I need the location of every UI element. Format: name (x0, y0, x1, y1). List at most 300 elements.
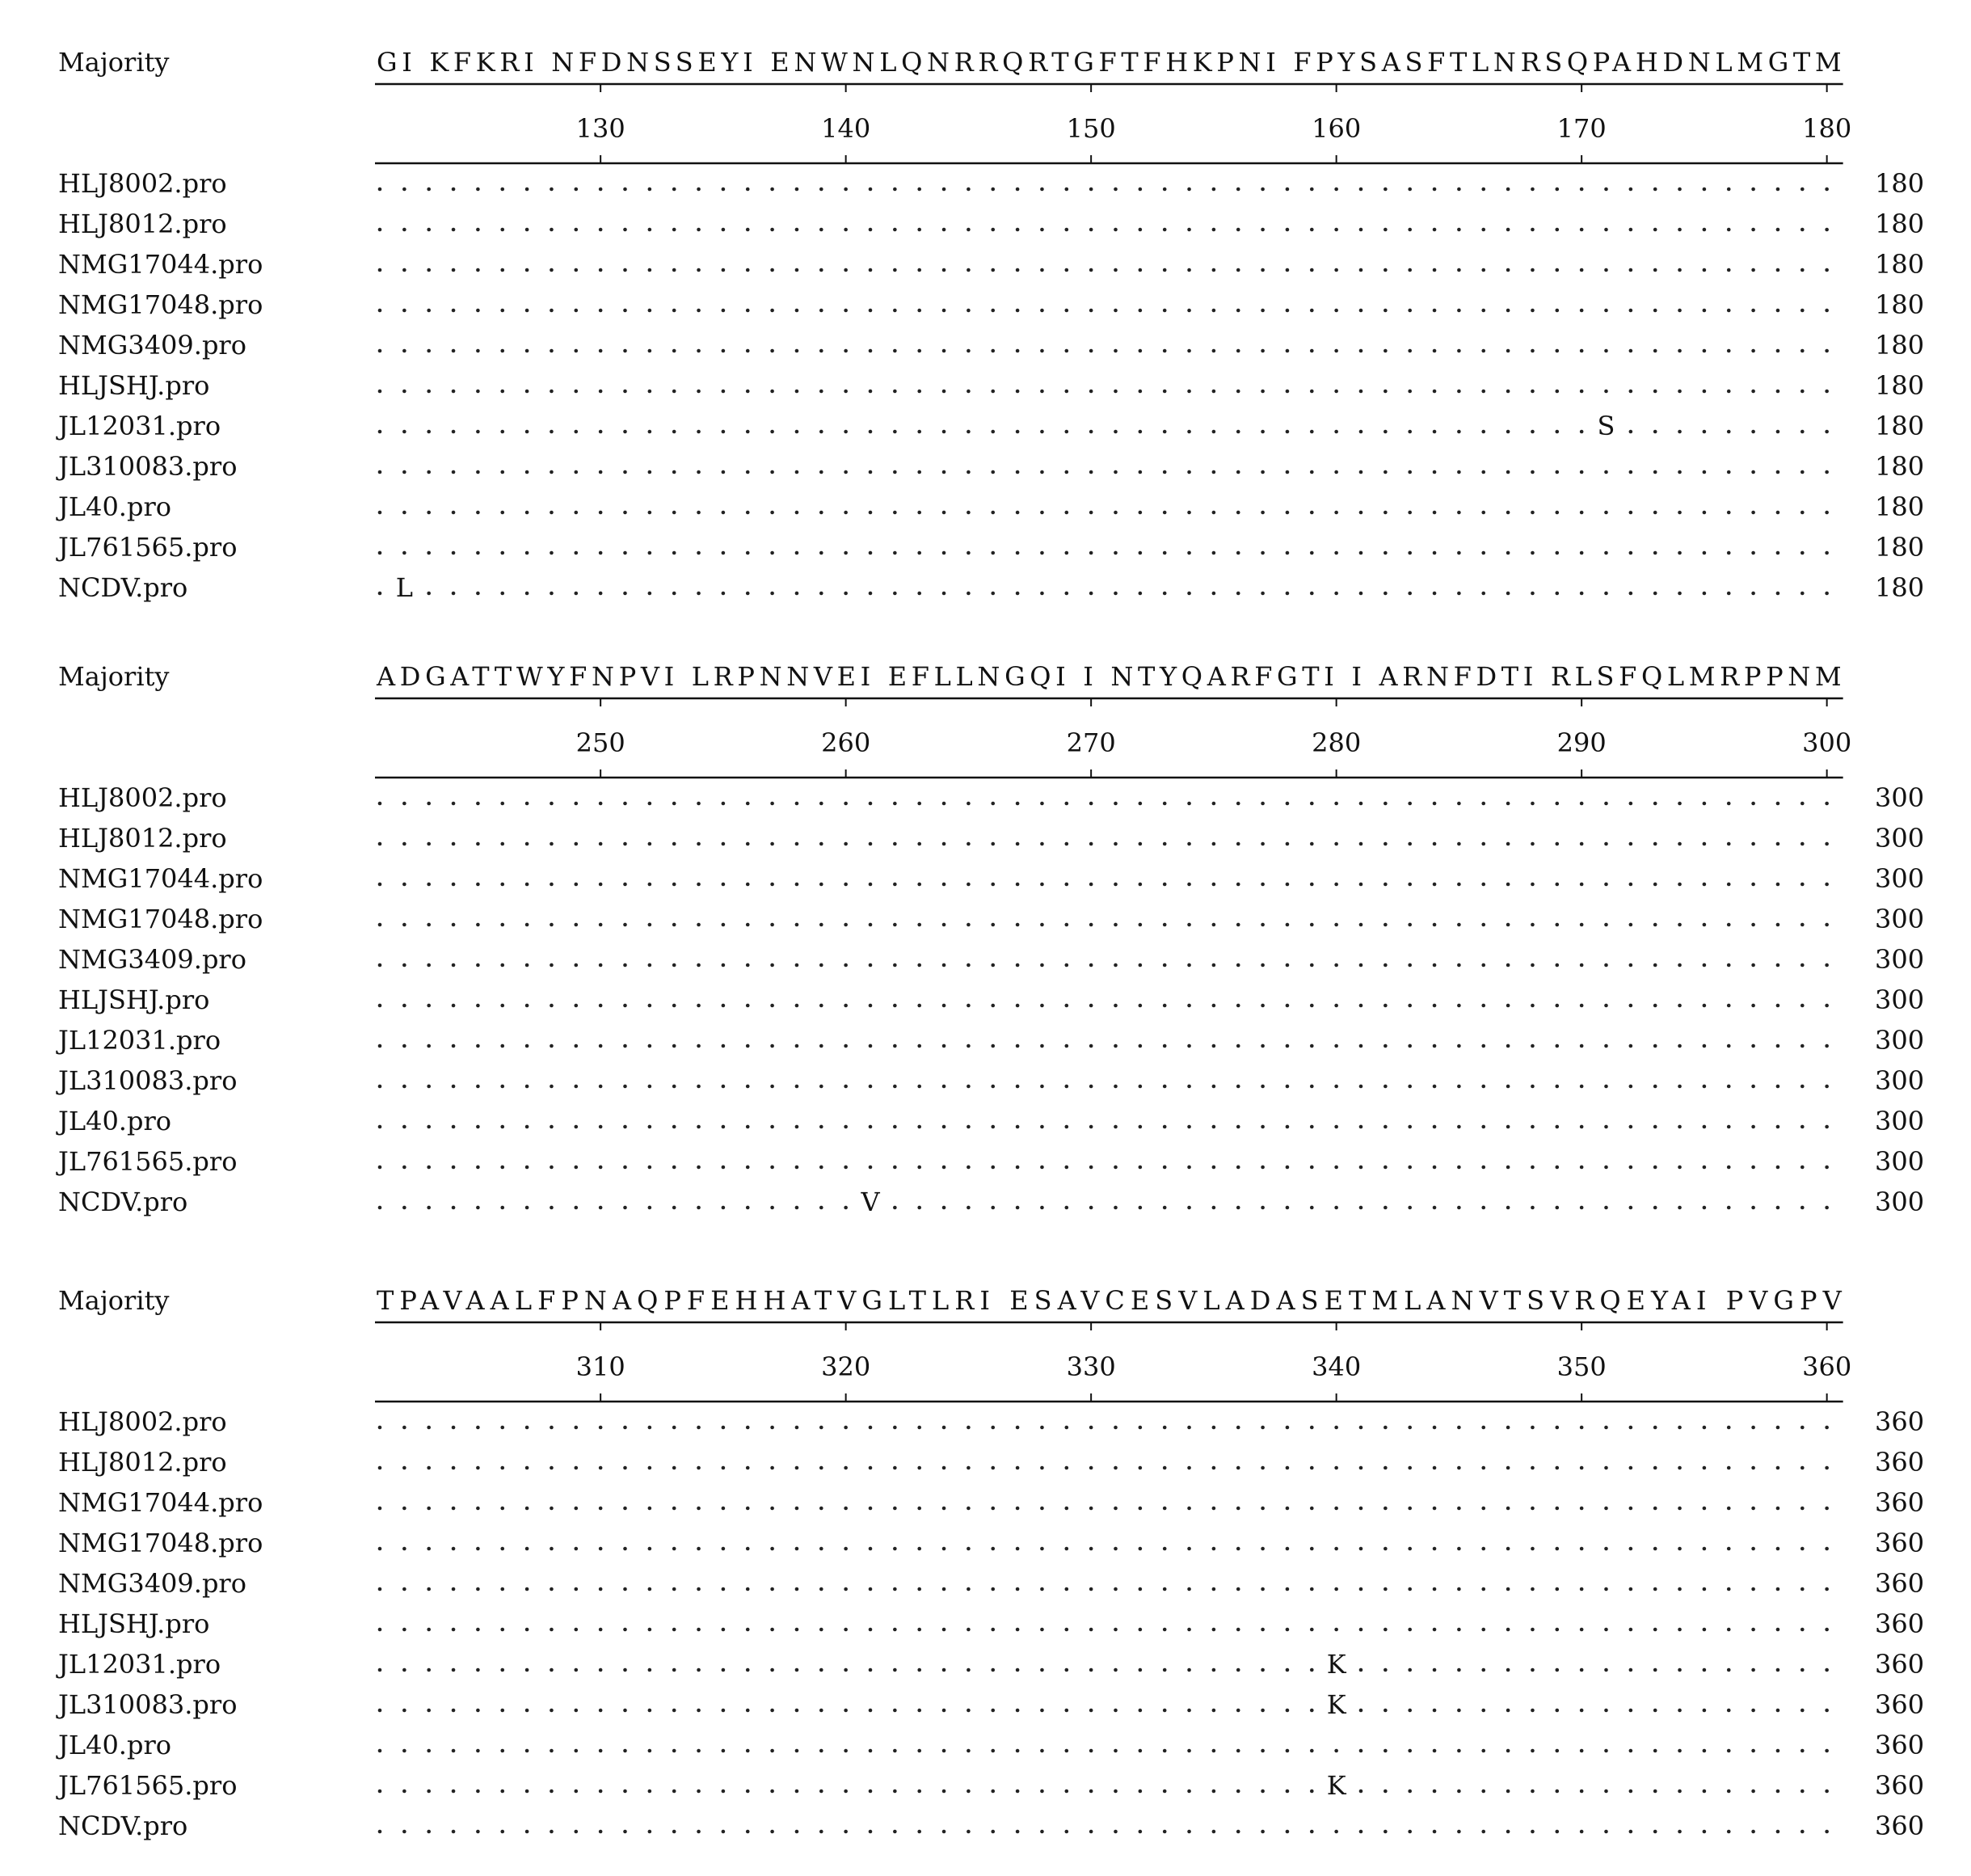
identity-dot (452, 883, 456, 887)
sequence-name: HLJ8012.pro (58, 823, 227, 854)
identity-dot (795, 1749, 799, 1753)
identity-dot (722, 349, 726, 353)
identity-dot (1457, 1668, 1461, 1672)
identity-dot (1580, 470, 1584, 474)
identity-dot (1163, 1830, 1167, 1834)
identity-dot (1359, 1426, 1363, 1430)
identity-dot (1359, 1125, 1363, 1129)
identity-dot (844, 1547, 848, 1551)
identity-dot (1359, 309, 1363, 313)
identity-dot (1236, 1709, 1240, 1713)
identity-dot (1261, 1830, 1265, 1834)
identity-dot (869, 1790, 873, 1794)
identity-dot (1065, 1426, 1069, 1430)
identity-dot (1776, 1507, 1780, 1511)
identity-dot (1433, 1709, 1437, 1713)
identity-dot (1433, 1426, 1437, 1430)
identity-dot (1359, 1547, 1363, 1551)
identity-dot (1187, 1085, 1191, 1089)
identity-dot (1506, 1790, 1510, 1794)
identity-dot (844, 188, 848, 192)
identity-dot (1727, 1790, 1731, 1794)
identity-dot (819, 1044, 823, 1048)
identity-dot (1604, 963, 1608, 968)
identity-dot (1457, 1628, 1461, 1632)
identity-dot (942, 1709, 946, 1713)
identity-dot (1163, 1004, 1167, 1008)
identity-dot (1139, 1004, 1143, 1008)
sequence-row (56, 1065, 1924, 1096)
identity-dot (1556, 1166, 1560, 1170)
identity-dot (1163, 1709, 1167, 1713)
identity-dot (1139, 1547, 1143, 1551)
identity-dot (1433, 390, 1437, 394)
identity-dot (575, 802, 579, 806)
identity-dot (1187, 802, 1191, 806)
identity-dot (1703, 1004, 1707, 1008)
identity-dot (1481, 511, 1485, 515)
identity-dot (917, 592, 921, 596)
identity-dot (1089, 842, 1093, 846)
identity-dot (991, 309, 995, 313)
identity-dot (476, 1749, 480, 1753)
identity-dot (1751, 228, 1755, 232)
identity-dot (819, 1206, 823, 1210)
identity-dot (1776, 1628, 1780, 1632)
identity-dot (1334, 430, 1338, 434)
identity-dot (1139, 1628, 1143, 1632)
majority-label: Majority (58, 661, 170, 692)
identity-dot (770, 511, 774, 515)
sequence-name: HLJ8002.pro (58, 1406, 227, 1437)
identity-dot (1212, 551, 1216, 555)
identity-dot (1556, 802, 1560, 806)
identity-dot (1114, 551, 1118, 555)
identity-dot (1703, 511, 1707, 515)
identity-dot (1433, 963, 1437, 968)
identity-dot (378, 1790, 382, 1794)
identity-dot (1433, 228, 1437, 232)
identity-dot (1531, 1426, 1535, 1430)
identity-dot (1334, 309, 1338, 313)
identity-dot (575, 592, 579, 596)
identity-dot (1310, 802, 1314, 806)
identity-dot (1334, 963, 1338, 968)
identity-dot (672, 1004, 676, 1008)
identity-dot (1187, 188, 1191, 192)
identity-dot (819, 349, 823, 353)
identity-dot (1433, 511, 1437, 515)
identity-dot (1016, 1749, 1020, 1753)
identity-dot (1212, 1426, 1216, 1430)
identity-dot (1653, 1709, 1657, 1713)
identity-dot (1261, 470, 1265, 474)
identity-dot (623, 1426, 627, 1430)
identity-dot (991, 1749, 995, 1753)
identity-dot (770, 1628, 774, 1632)
identity-dot (722, 1044, 726, 1048)
identity-dot (746, 1587, 750, 1591)
identity-dot (844, 430, 848, 434)
identity-dot (746, 1628, 750, 1632)
identity-dot (1310, 1125, 1314, 1129)
identity-dot (1359, 1206, 1363, 1210)
identity-dot (1727, 1830, 1731, 1834)
identity-dot (1016, 1085, 1020, 1089)
identity-dot (869, 430, 873, 434)
identity-dot (1139, 1426, 1143, 1430)
identity-dot (1481, 802, 1485, 806)
identity-dot (869, 309, 873, 313)
identity-dot (1334, 1085, 1338, 1089)
identity-dot (1604, 1547, 1608, 1551)
identity-dot (722, 430, 726, 434)
identity-dot (770, 1044, 774, 1048)
identity-dot (697, 1125, 701, 1129)
identity-dot (1825, 470, 1829, 474)
identity-dot (623, 1587, 627, 1591)
identity-dot (1212, 268, 1216, 272)
identity-dot (1383, 1628, 1388, 1632)
identity-dot (1457, 923, 1461, 927)
identity-dot (1383, 1790, 1388, 1794)
row-end-position: 300 (1875, 1146, 1925, 1177)
identity-dot (476, 1206, 480, 1210)
identity-dot (1286, 1044, 1290, 1048)
row-end-position: 180 (1875, 168, 1925, 199)
identity-dot (452, 592, 456, 596)
identity-dot (427, 511, 431, 515)
sequence-name: NCDV.pro (58, 1187, 188, 1217)
identity-dot (575, 1668, 579, 1672)
position-tick-label: 320 (821, 1351, 871, 1382)
identity-dot (844, 1628, 848, 1632)
identity-dot (1016, 511, 1020, 515)
position-tick-label: 130 (575, 113, 625, 144)
identity-dot (1212, 390, 1216, 394)
identity-dot (1236, 511, 1240, 515)
identity-dot (1040, 842, 1044, 846)
identity-dot (991, 430, 995, 434)
identity-dot (575, 1125, 579, 1129)
identity-dot (623, 1507, 627, 1511)
identity-dot (1556, 430, 1560, 434)
identity-dot (500, 470, 504, 474)
identity-dot (1089, 1466, 1093, 1470)
identity-dot (844, 1085, 848, 1089)
identity-dot (402, 188, 406, 192)
identity-dot (819, 1709, 823, 1713)
identity-dot (1531, 1709, 1535, 1713)
identity-dot (1383, 1125, 1388, 1129)
identity-dot (1629, 1085, 1633, 1089)
identity-dot (476, 309, 480, 313)
identity-dot (1016, 923, 1020, 927)
identity-dot (1556, 268, 1560, 272)
identity-dot (500, 1587, 504, 1591)
identity-dot (1506, 228, 1510, 232)
identity-dot (967, 511, 971, 515)
identity-dot (844, 1426, 848, 1430)
identity-dot (550, 1749, 554, 1753)
identity-dot (1261, 188, 1265, 192)
identity-dot (991, 923, 995, 927)
identity-dot (1187, 883, 1191, 887)
identity-dot (1506, 268, 1510, 272)
identity-dot (550, 963, 554, 968)
identity-dot (1825, 390, 1829, 394)
identity-dot (1751, 470, 1755, 474)
identity-dot (1580, 802, 1584, 806)
identity-dot (697, 1044, 701, 1048)
identity-dot (1310, 511, 1314, 515)
identity-dot (1751, 188, 1755, 192)
identity-dot (648, 551, 652, 555)
identity-dot (1433, 923, 1437, 927)
identity-dot (1383, 1426, 1388, 1430)
identity-dot (1212, 842, 1216, 846)
identity-dot (991, 1466, 995, 1470)
substitution-residue: S (1597, 411, 1615, 441)
identity-dot (967, 1587, 971, 1591)
identity-dot (402, 883, 406, 887)
identity-dot (1261, 1166, 1265, 1170)
identity-dot (967, 1466, 971, 1470)
identity-dot (697, 842, 701, 846)
identity-dot (869, 963, 873, 968)
identity-dot (1212, 802, 1216, 806)
identity-dot (1531, 309, 1535, 313)
identity-dot (402, 1628, 406, 1632)
identity-dot (1751, 963, 1755, 968)
identity-dot (599, 1709, 603, 1713)
identity-dot (1604, 923, 1608, 927)
identity-dot (1653, 1004, 1657, 1008)
identity-dot (476, 1166, 480, 1170)
identity-dot (378, 1668, 382, 1672)
identity-dot (1653, 349, 1657, 353)
identity-dot (1776, 268, 1780, 272)
identity-dot (1359, 883, 1363, 887)
alignment-block-3 (56, 1285, 1924, 1841)
identity-dot (525, 1166, 529, 1170)
identity-dot (1016, 349, 1020, 353)
identity-dot (1114, 1507, 1118, 1511)
identity-dot (942, 802, 946, 806)
identity-dot (1261, 592, 1265, 596)
identity-dot (1457, 1206, 1461, 1210)
identity-dot (1236, 1206, 1240, 1210)
identity-dot (1016, 963, 1020, 968)
identity-dot (452, 551, 456, 555)
sequence-row (56, 451, 1924, 482)
identity-dot (550, 842, 554, 846)
identity-dot (1727, 268, 1731, 272)
sequence-row (56, 1770, 1924, 1801)
identity-dot (1727, 1547, 1731, 1551)
identity-dot (1629, 309, 1633, 313)
identity-dot (1334, 268, 1338, 272)
identity-dot (1678, 390, 1682, 394)
identity-dot (575, 1790, 579, 1794)
identity-dot (599, 349, 603, 353)
identity-dot (1236, 268, 1240, 272)
identity-dot (819, 1628, 823, 1632)
identity-dot (1580, 511, 1584, 515)
identity-dot (1359, 390, 1363, 394)
identity-dot (1310, 1206, 1314, 1210)
identity-dot (623, 802, 627, 806)
identity-dot (1334, 228, 1338, 232)
identity-dot (1800, 802, 1805, 806)
identity-dot (1751, 551, 1755, 555)
identity-dot (1703, 963, 1707, 968)
identity-dot (550, 551, 554, 555)
identity-dot (1114, 430, 1118, 434)
identity-dot (1727, 802, 1731, 806)
identity-dot (599, 842, 603, 846)
sequence-name: NMG17044.pro (58, 863, 263, 894)
identity-dot (1506, 551, 1510, 555)
sequence-name: HLJ8002.pro (58, 782, 227, 813)
identity-dot (1727, 883, 1731, 887)
identity-dot (819, 1004, 823, 1008)
identity-dot (967, 1004, 971, 1008)
identity-dot (648, 883, 652, 887)
identity-dot (550, 188, 554, 192)
identity-dot (795, 842, 799, 846)
identity-dot (1703, 592, 1707, 596)
identity-dot (1433, 1044, 1437, 1048)
identity-dot (1236, 1587, 1240, 1591)
identity-dot (1040, 592, 1044, 596)
identity-dot (476, 1830, 480, 1834)
identity-dot (525, 188, 529, 192)
identity-dot (1457, 802, 1461, 806)
identity-dot (844, 1004, 848, 1008)
row-end-position: 180 (1875, 370, 1925, 401)
identity-dot (1286, 470, 1290, 474)
identity-dot (869, 923, 873, 927)
identity-dot (1040, 1587, 1044, 1591)
identity-dot (1334, 551, 1338, 555)
sequence-name: HLJ8012.pro (58, 1447, 227, 1478)
identity-dot (648, 188, 652, 192)
identity-dot (378, 842, 382, 846)
identity-dot (1506, 1830, 1510, 1834)
identity-dot (1580, 883, 1584, 887)
identity-dot (402, 1466, 406, 1470)
identity-dot (770, 1206, 774, 1210)
identity-dot (991, 1587, 995, 1591)
row-end-position: 360 (1875, 1689, 1925, 1720)
identity-dot (1800, 1125, 1805, 1129)
identity-dot (1408, 1125, 1412, 1129)
identity-dot (1236, 1628, 1240, 1632)
identity-dot (1334, 923, 1338, 927)
identity-dot (770, 1166, 774, 1170)
identity-dot (1089, 883, 1093, 887)
identity-dot (1040, 511, 1044, 515)
identity-dot (1040, 470, 1044, 474)
row-end-position: 180 (1875, 330, 1925, 360)
identity-dot (1383, 1085, 1388, 1089)
identity-dot (844, 1044, 848, 1048)
majority-consensus: ADGATTWYFNPVI LRPNNVEI EFLLNGQI I NTYQARFGTI I ARNFDTI RLSFQLMRPPNM (377, 661, 1842, 692)
identity-dot (1359, 1004, 1363, 1008)
identity-dot (844, 470, 848, 474)
identity-dot (1114, 390, 1118, 394)
identity-dot (427, 1830, 431, 1834)
sequence-name: JL40.pro (58, 1730, 172, 1760)
identity-dot (648, 1547, 652, 1551)
identity-dot (967, 1790, 971, 1794)
identity-dot (1653, 1507, 1657, 1511)
identity-dot (1236, 1749, 1240, 1753)
identity-dot (1212, 1668, 1216, 1672)
identity-dot (1187, 1587, 1191, 1591)
identity-dot (1383, 430, 1388, 434)
identity-dot (1629, 1628, 1633, 1632)
identity-dot (942, 1628, 946, 1632)
identity-dot (1531, 228, 1535, 232)
identity-dot (1678, 188, 1682, 192)
identity-dot (1653, 470, 1657, 474)
identity-dot (599, 1668, 603, 1672)
identity-dot (697, 883, 701, 887)
identity-dot (1703, 1709, 1707, 1713)
identity-dot (599, 592, 603, 596)
identity-dot (1261, 551, 1265, 555)
identity-dot (550, 309, 554, 313)
identity-dot (795, 1004, 799, 1008)
identity-dot (623, 1709, 627, 1713)
identity-dot (1703, 1166, 1707, 1170)
identity-dot (599, 1547, 603, 1551)
identity-dot (1751, 923, 1755, 927)
identity-dot (1310, 470, 1314, 474)
identity-dot (427, 1547, 431, 1551)
identity-dot (819, 883, 823, 887)
identity-dot (991, 883, 995, 887)
sequence-row (56, 1730, 1924, 1760)
identity-dot (599, 1466, 603, 1470)
identity-dot (1261, 802, 1265, 806)
identity-dot (1629, 1206, 1633, 1210)
identity-dot (795, 228, 799, 232)
identity-dot (648, 923, 652, 927)
identity-dot (722, 1790, 726, 1794)
identity-dot (722, 923, 726, 927)
identity-dot (893, 1085, 897, 1089)
identity-dot (844, 309, 848, 313)
identity-dot (1703, 802, 1707, 806)
identity-dot (1286, 1749, 1290, 1753)
sequence-row (56, 1649, 1924, 1680)
identity-dot (746, 842, 750, 846)
identity-dot (1776, 842, 1780, 846)
identity-dot (672, 430, 676, 434)
identity-dot (893, 1044, 897, 1048)
identity-dot (893, 1547, 897, 1551)
identity-dot (1065, 551, 1069, 555)
identity-dot (1040, 1426, 1044, 1430)
identity-dot (967, 1709, 971, 1713)
identity-dot (427, 1166, 431, 1170)
identity-dot (1334, 1426, 1338, 1430)
identity-dot (1703, 349, 1707, 353)
identity-dot (1114, 349, 1118, 353)
